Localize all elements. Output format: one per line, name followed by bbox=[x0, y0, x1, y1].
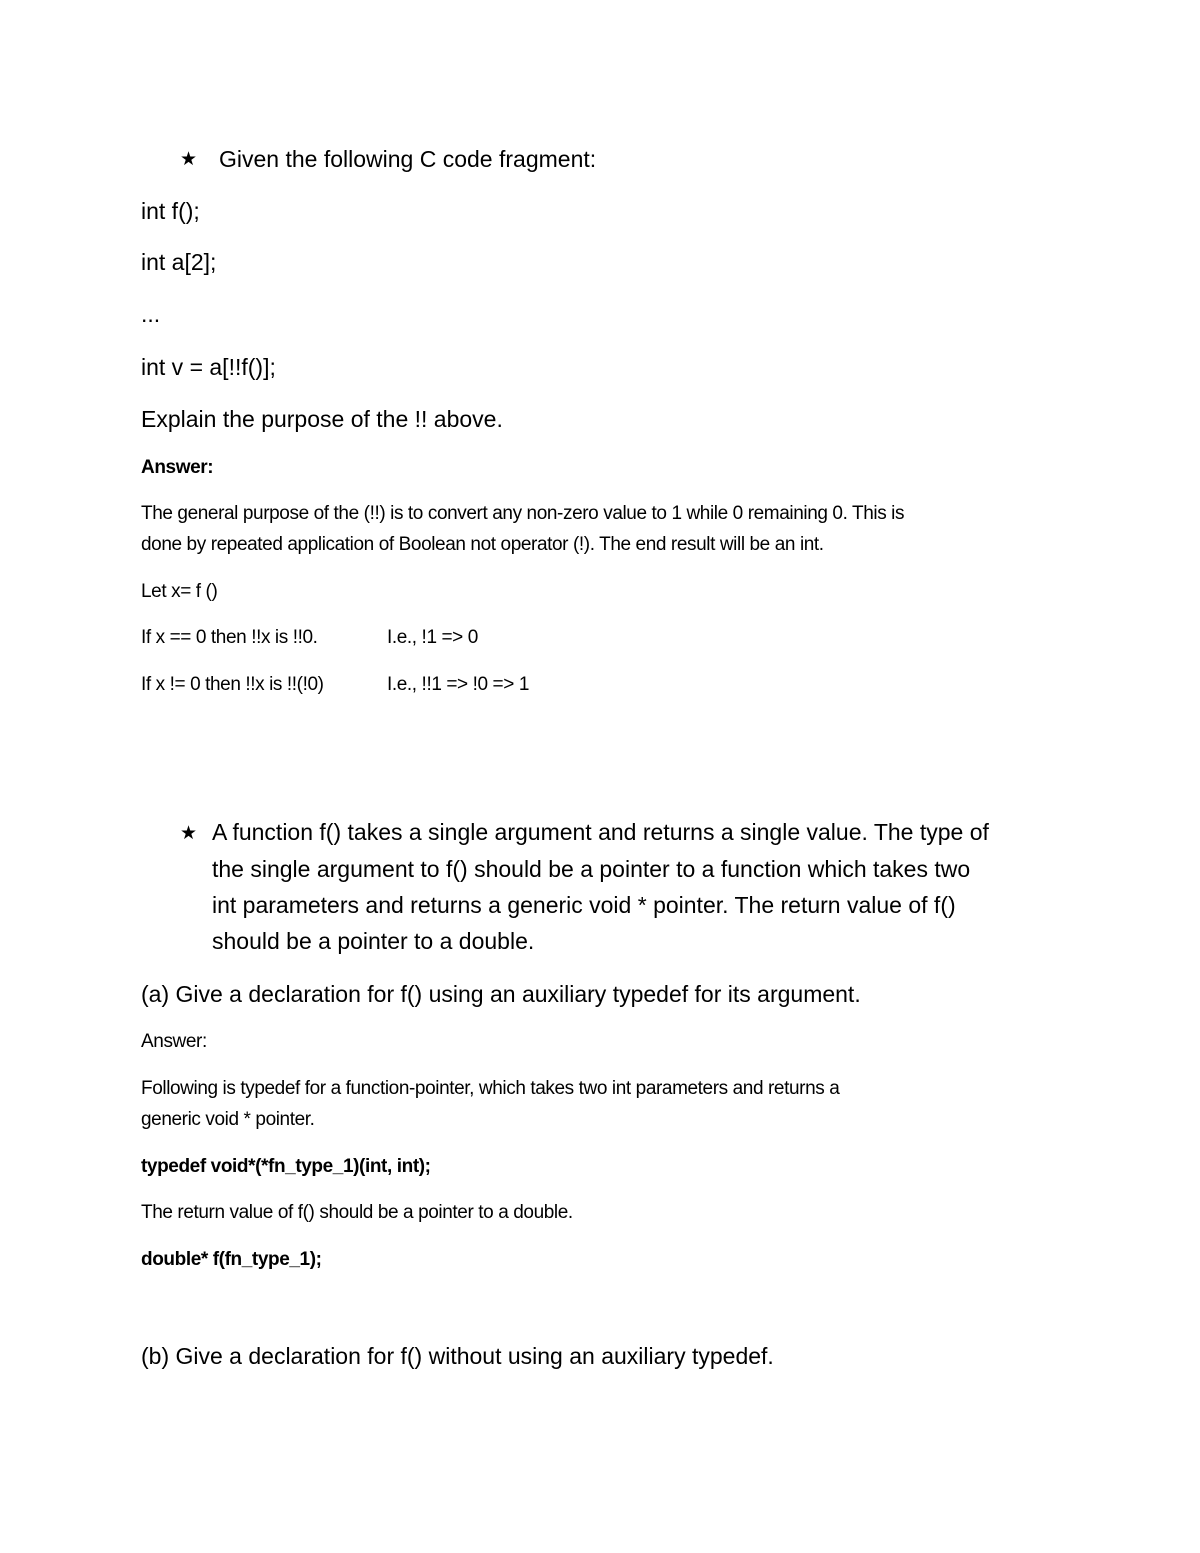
answer-label-1: Answer: bbox=[141, 457, 214, 478]
part-a-prompt: (a) Give a declaration for f() using an auxiliary typedef for its argument. bbox=[141, 981, 861, 1007]
code-line-ellipsis: ... bbox=[141, 301, 161, 327]
code-line-2: int a[2]; bbox=[141, 249, 217, 275]
question-2-line-3: int parameters and returns a generic void * pointer. The return value of f() bbox=[212, 892, 956, 918]
question-1-prompt: Explain the purpose of the !! above. bbox=[141, 406, 503, 432]
typedef-code: typedef void*(*fn_type_1)(int, int); bbox=[141, 1156, 431, 1177]
case-zero-right: I.e., !1 => 0 bbox=[387, 627, 478, 648]
answer-1-line-1: The general purpose of the (!!) is to convert any non-zero value to 1 while 0 remaining 0. This is bbox=[141, 503, 905, 524]
case-nonzero-right: I.e., !!1 => !0 => 1 bbox=[387, 674, 529, 695]
code-line-4: int v = a[!!f()]; bbox=[141, 354, 276, 380]
question-2-line-4: should be a pointer to a double. bbox=[212, 928, 535, 954]
answer-label-2: Answer: bbox=[141, 1031, 207, 1052]
answer-2-line-2: generic void * pointer. bbox=[141, 1109, 315, 1130]
question-1-title: Given the following C code fragment: bbox=[219, 146, 597, 172]
answer-1-line-2: done by repeated application of Boolean not operator (!). The end result will be an int. bbox=[141, 534, 824, 555]
answer-2-line-1: Following is typedef for a function-pointer, which takes two int parameters and returns a bbox=[141, 1078, 840, 1099]
star-bullet-icon: ★ bbox=[180, 149, 198, 170]
case-nonzero-left: If x != 0 then !!x is !!(!0) bbox=[141, 674, 324, 695]
return-note: The return value of f() should be a pointer to a double. bbox=[141, 1202, 573, 1223]
part-b-prompt: (b) Give a declaration for f() without using an auxiliary typedef. bbox=[141, 1343, 774, 1369]
star-bullet-icon: ★ bbox=[180, 823, 198, 844]
let-statement: Let x= f () bbox=[141, 581, 218, 602]
declaration-code: double* f(fn_type_1); bbox=[141, 1249, 322, 1270]
code-line-1: int f(); bbox=[141, 198, 200, 224]
question-2-line-2: the single argument to f() should be a pointer to a function which takes two bbox=[212, 856, 971, 882]
question-2-line-1: A function f() takes a single argument and returns a single value. The type of bbox=[212, 819, 989, 845]
case-zero-left: If x == 0 then !!x is !!0. bbox=[141, 627, 318, 648]
